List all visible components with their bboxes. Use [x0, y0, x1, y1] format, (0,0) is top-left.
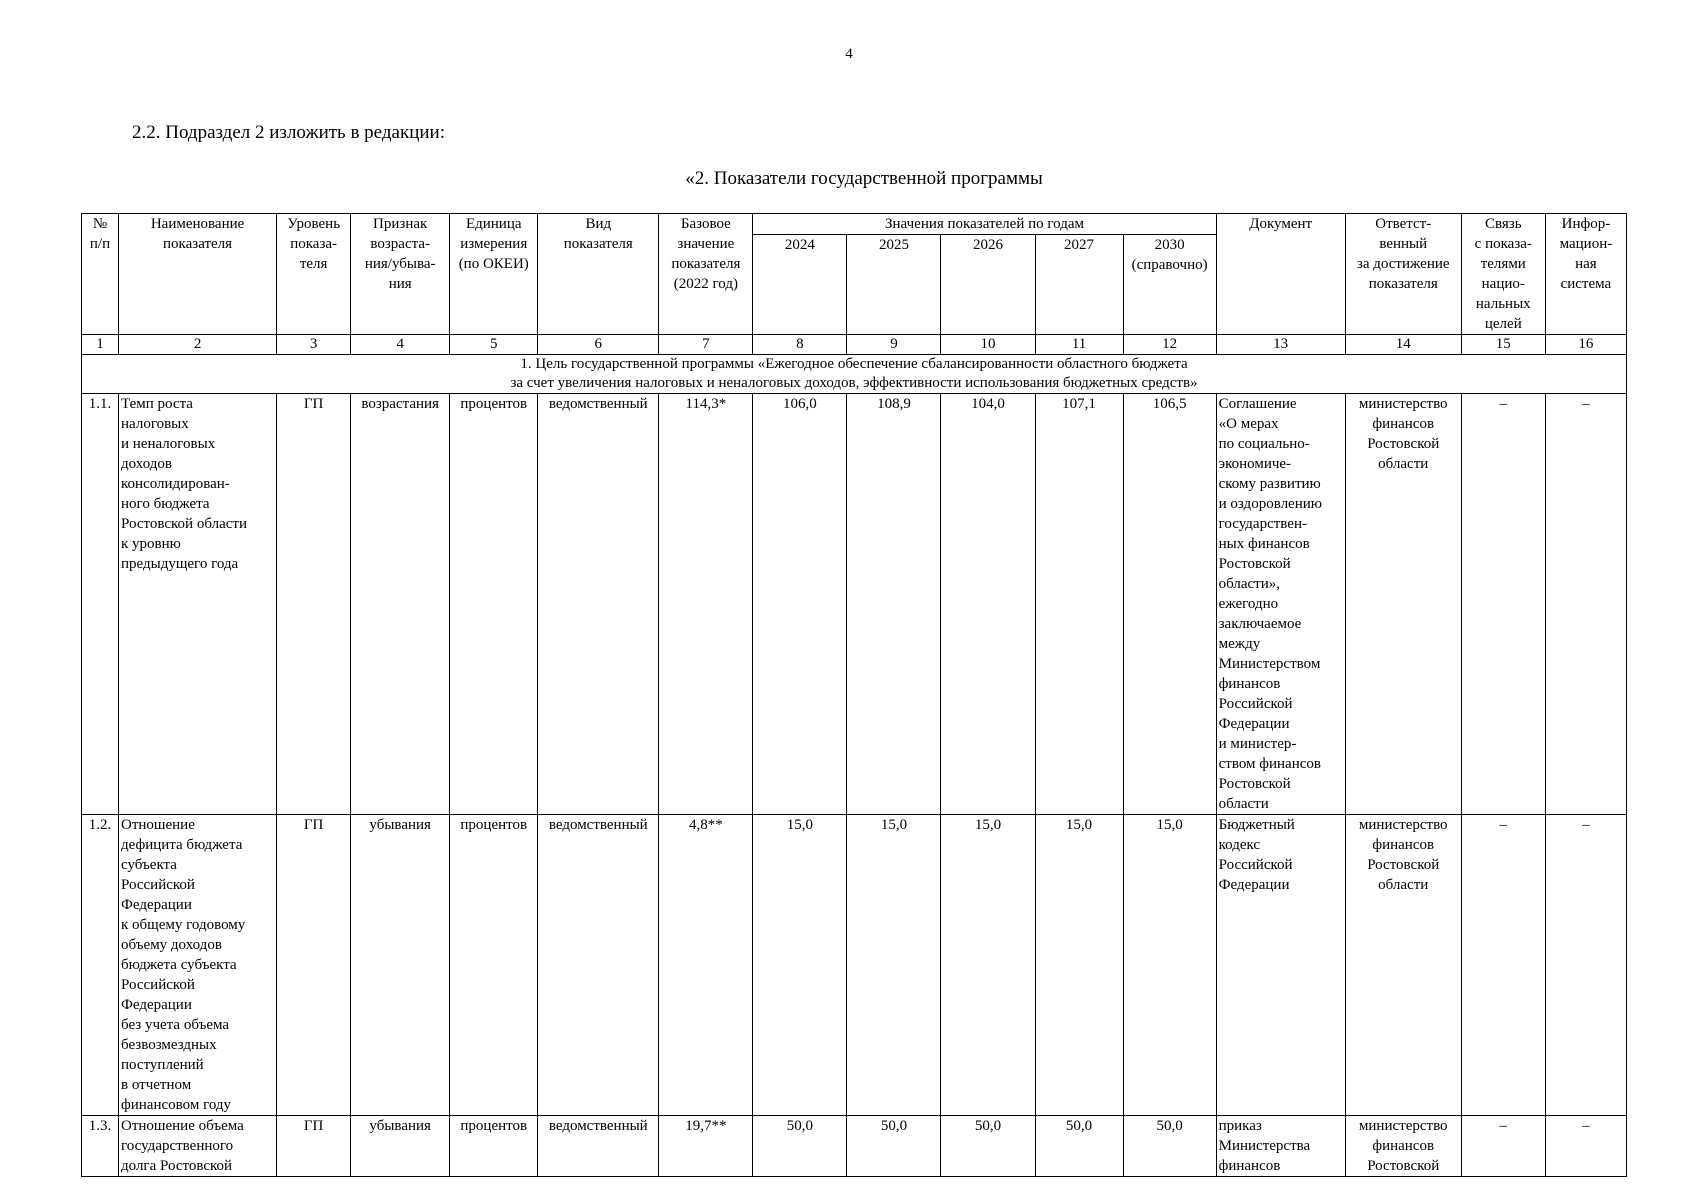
header-responsible: Ответст- венный за достижение показателя	[1345, 214, 1461, 335]
indicator-type: ведомственный	[538, 394, 659, 815]
indicator-trend: убывания	[351, 1116, 450, 1177]
column-number: 2	[119, 335, 277, 355]
value-2027: 107,1	[1035, 394, 1123, 815]
value-2026: 104,0	[941, 394, 1035, 815]
row-number: 1.2.	[82, 815, 119, 1116]
base-value: 19,7**	[659, 1116, 753, 1177]
value-2025: 15,0	[847, 815, 941, 1116]
indicator-trend: возрастания	[351, 394, 450, 815]
page-number: 4	[845, 46, 853, 62]
value-2030: 15,0	[1123, 815, 1216, 1116]
responsible: министерство финансов Ростовской области	[1345, 815, 1461, 1116]
header-years-group: Значения показателей по годам	[753, 214, 1216, 235]
column-numbers-row	[82, 335, 1627, 355]
table-row	[82, 815, 1627, 1116]
row-number: 1.3.	[82, 1116, 119, 1177]
header-info: Инфор- мацион- ная система	[1545, 214, 1626, 335]
header-year-2025: 2025	[847, 235, 941, 335]
information-system: –	[1545, 815, 1626, 1116]
value-2024: 50,0	[753, 1116, 847, 1177]
goal-text: 1. Цель государственной программы «Ежегодное обеспечение сбалансированности областного бюджета за счет увеличения налоговых и неналоговых доходов, эффективности использования бюджетных средств»	[82, 355, 1627, 394]
column-number: 15	[1461, 335, 1545, 355]
value-2024: 15,0	[753, 815, 847, 1116]
header-unit: Единица измерения (по ОКЕИ)	[450, 214, 538, 335]
indicator-unit: процентов	[450, 1116, 538, 1177]
indicator-level: ГП	[277, 1116, 351, 1177]
column-number: 1	[82, 335, 119, 355]
header-no: № п/п	[82, 214, 119, 335]
section-title: «2. Показатели государственной программы	[685, 168, 1043, 189]
responsible: министерство финансов Ростовской	[1345, 1116, 1461, 1177]
base-value: 4,8**	[659, 815, 753, 1116]
responsible: министерство финансов Ростовской области	[1345, 394, 1461, 815]
column-number: 16	[1545, 335, 1626, 355]
value-2030: 50,0	[1123, 1116, 1216, 1177]
value-2026: 50,0	[941, 1116, 1035, 1177]
column-number: 6	[538, 335, 659, 355]
header-trend: Признак возраста- ния/убыва- ния	[351, 214, 450, 335]
value-2024: 106,0	[753, 394, 847, 815]
column-number: 5	[450, 335, 538, 355]
row-number: 1.1.	[82, 394, 119, 815]
national-goals-link: –	[1461, 1116, 1545, 1177]
value-2027: 50,0	[1035, 1116, 1123, 1177]
indicator-name: Темп роста налоговых и неналоговых доходов консолидирован- ного бюджета Ростовской области к уровню предыдущего года	[119, 394, 277, 815]
document: Бюджетный кодекс Российской Федерации	[1216, 815, 1345, 1116]
table-row	[82, 394, 1627, 815]
national-goals-link: –	[1461, 394, 1545, 815]
column-number: 8	[753, 335, 847, 355]
indicator-name: Отношение объема государственного долга Ростовской	[119, 1116, 277, 1177]
indicator-type: ведомственный	[538, 815, 659, 1116]
header-year-2027: 2027	[1035, 235, 1123, 335]
indicator-type: ведомственный	[538, 1116, 659, 1177]
column-number: 11	[1035, 335, 1123, 355]
header-link: Связь с показа- телями нацио- нальных целей	[1461, 214, 1545, 335]
header-year-2030: 2030 (справочно)	[1123, 235, 1216, 335]
document: приказ Министерства финансов	[1216, 1116, 1345, 1177]
header-document: Документ	[1216, 214, 1345, 335]
value-2030: 106,5	[1123, 394, 1216, 815]
column-number: 14	[1345, 335, 1461, 355]
indicator-level: ГП	[277, 815, 351, 1116]
column-number: 12	[1123, 335, 1216, 355]
header-base: Базовое значение показателя (2022 год)	[659, 214, 753, 335]
column-number: 10	[941, 335, 1035, 355]
indicator-trend: убывания	[351, 815, 450, 1116]
header-name: Наименование показателя	[119, 214, 277, 335]
document: Соглашение «О мерах по социально- экономиче- скому развитию и оздоровлению государствен- ных финансов Ростовской области», ежегодно заключаемое между Министерством финансов Российской Федерации и министер- ством финансов Ростовской области	[1216, 394, 1345, 815]
indicator-unit: процентов	[450, 815, 538, 1116]
header-row-1	[82, 214, 1627, 235]
indicators-table	[81, 213, 1627, 1177]
intro-text: 2.2. Подраздел 2 изложить в редакции:	[132, 122, 445, 143]
header-year-2024: 2024	[753, 235, 847, 335]
base-value: 114,3*	[659, 394, 753, 815]
header-year-2026: 2026	[941, 235, 1035, 335]
header-level: Уровень показа- теля	[277, 214, 351, 335]
information-system: –	[1545, 394, 1626, 815]
table-row	[82, 1116, 1627, 1177]
column-number: 4	[351, 335, 450, 355]
column-number: 7	[659, 335, 753, 355]
value-2025: 50,0	[847, 1116, 941, 1177]
value-2026: 15,0	[941, 815, 1035, 1116]
column-number: 9	[847, 335, 941, 355]
national-goals-link: –	[1461, 815, 1545, 1116]
indicator-name: Отношение дефицита бюджета субъекта Российской Федерации к общему годовому объему доходов бюджета субъекта Российской Федерации без учета объема безвозмездных поступлений в отчетном финансовом году	[119, 815, 277, 1116]
indicator-unit: процентов	[450, 394, 538, 815]
header-type: Вид показателя	[538, 214, 659, 335]
information-system: –	[1545, 1116, 1626, 1177]
value-2025: 108,9	[847, 394, 941, 815]
indicator-level: ГП	[277, 394, 351, 815]
goal-row	[82, 355, 1627, 394]
column-number: 13	[1216, 335, 1345, 355]
value-2027: 15,0	[1035, 815, 1123, 1116]
column-number: 3	[277, 335, 351, 355]
